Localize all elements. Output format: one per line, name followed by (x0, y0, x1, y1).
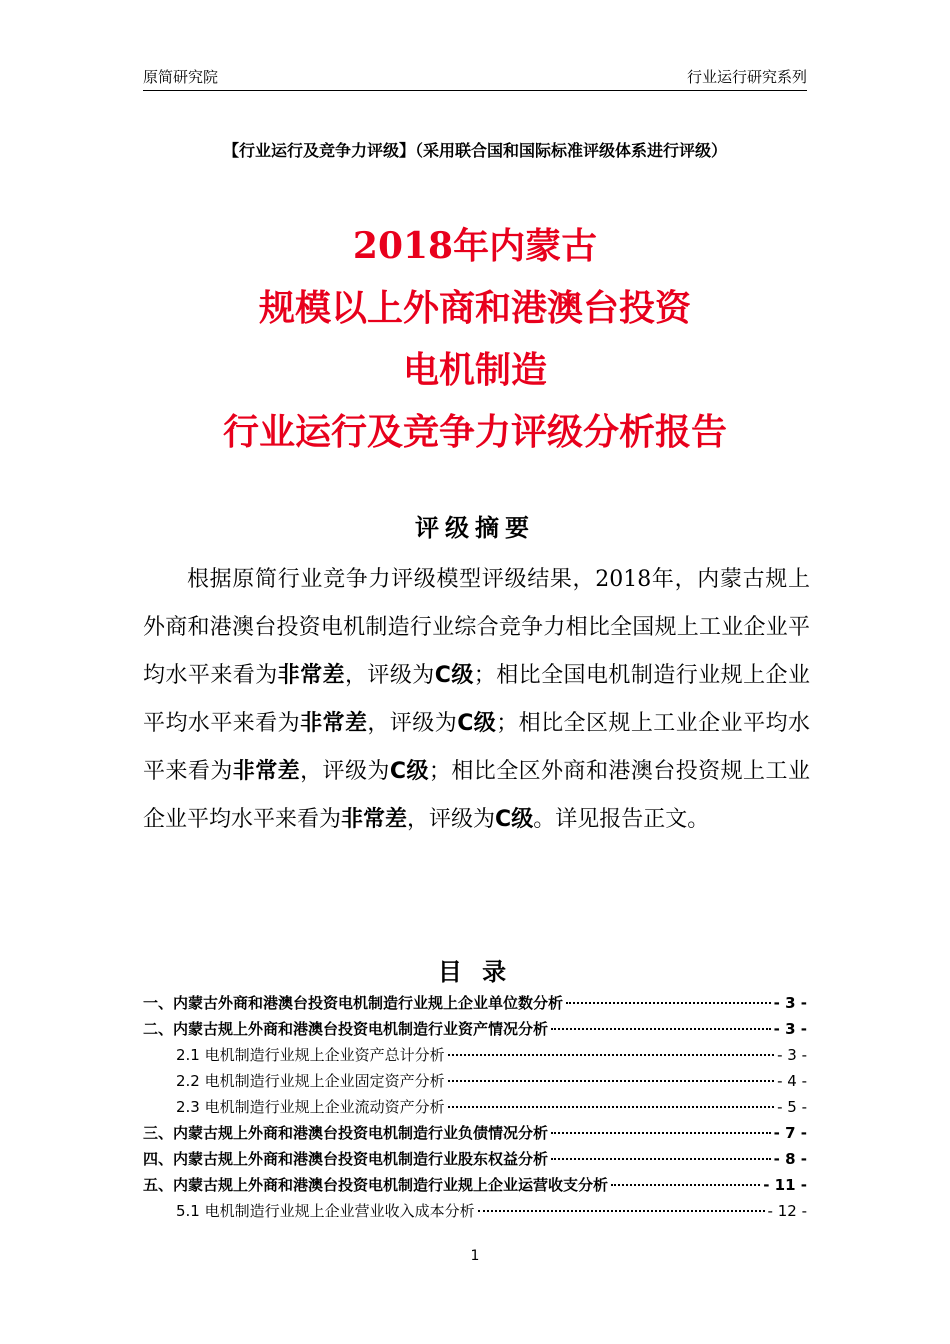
toc-entry-title: 5.1 电机制造行业规上企业营业收入成本分析 (176, 1202, 475, 1220)
toc-entry-title: 五、内蒙古规上外商和港澳台投资电机制造行业规上企业运营收支分析 (143, 1176, 609, 1194)
toc-dot-leader (551, 1158, 771, 1160)
summary-emphasis: C级 (389, 759, 429, 784)
toc-entry[interactable] (143, 992, 807, 1018)
rating-tagline: 【行业运行及竞争力评级】（采用联合国和国际标准评级体系进行评级） (222, 141, 727, 160)
summary-text: ，评级为 (367, 711, 458, 736)
header-series-name: 行业运行研究系列 (686, 68, 807, 86)
toc-entry-title: 2.2 电机制造行业规上企业固定资产分析 (176, 1072, 445, 1090)
toc-entry-page: - 3 - (773, 994, 807, 1012)
toc-entry[interactable] (143, 1200, 807, 1226)
table-of-contents (143, 992, 807, 1226)
toc-dot-leader (551, 1028, 771, 1030)
toc-entry-page: - 3 - (773, 1020, 807, 1038)
toc-entry-title: 四、内蒙古规上外商和港澳台投资电机制造行业股东权益分析 (143, 1150, 549, 1168)
toc-entry-title: 二、内蒙古规上外商和港澳台投资电机制造行业资产情况分析 (143, 1020, 549, 1038)
summary-paragraph (143, 556, 810, 844)
toc-heading: 目 录 (437, 957, 513, 986)
summary-text: 根据原简行业竞争力评级模型评级结果，2018年，内蒙古规上外商和港澳台投资电机制造行业综合竞争力相比全国规上工业企业平均水平来看为 (143, 567, 810, 688)
toc-entry-page: - 7 - (773, 1124, 807, 1142)
toc-entry-page: - 3 - (777, 1046, 807, 1064)
summary-text: ；相比全国电机制造行业规上企业平均水平来看为 (143, 663, 810, 736)
toc-dot-leader (448, 1054, 774, 1056)
toc-dot-leader (448, 1080, 774, 1082)
summary-text: ；相比全区规上工业企业平均水平来看为 (143, 711, 810, 784)
header-org-name: 原简研究院 (143, 68, 219, 86)
summary-text: ，评级为 (300, 759, 390, 784)
report-title (100, 215, 850, 463)
toc-dot-leader (566, 1002, 771, 1004)
summary-emphasis: C级 (457, 711, 497, 736)
toc-entry[interactable] (143, 1018, 807, 1044)
toc-entry[interactable] (143, 1122, 807, 1148)
toc-entry[interactable] (143, 1096, 807, 1122)
summary-emphasis: 非常差 (232, 759, 301, 784)
toc-entry-page: - 11 - (763, 1176, 807, 1194)
toc-entry-page: - 5 - (777, 1098, 807, 1116)
toc-dot-leader (478, 1210, 765, 1212)
title-line-2: 规模以上外商和港澳台投资 (258, 287, 691, 329)
toc-dot-leader (448, 1106, 774, 1108)
toc-entry-page: - 12 - (767, 1202, 807, 1220)
summary-emphasis: 非常差 (341, 807, 408, 832)
page-number: 1 (470, 1248, 480, 1264)
summary-body (143, 556, 810, 844)
summary-text: ，评级为 (344, 663, 435, 688)
summary-emphasis: C级 (495, 807, 534, 832)
summary-heading: 评级摘要 (415, 513, 535, 542)
summary-emphasis: 非常差 (300, 711, 368, 736)
title-line-4: 行业运行及竞争力评级分析报告 (222, 411, 727, 453)
toc-dot-leader (611, 1184, 760, 1186)
toc-entry-title: 2.3 电机制造行业规上企业流动资产分析 (176, 1098, 445, 1116)
summary-text: ；相比全区外商和港澳台投资规上工业企业平均水平来看为 (143, 759, 810, 832)
toc-entry-page: - 8 - (773, 1150, 807, 1168)
toc-entry[interactable] (143, 1148, 807, 1174)
header-divider (143, 90, 807, 91)
summary-text: 。详见报告正文。 (533, 807, 710, 832)
title-line-1: 2018年内蒙古 (352, 225, 598, 267)
title-line-3: 电机制造 (402, 349, 547, 391)
toc-dot-leader (551, 1132, 771, 1134)
toc-entry[interactable] (143, 1070, 807, 1096)
summary-text: ，评级为 (407, 807, 496, 832)
toc-entry[interactable] (143, 1174, 807, 1200)
toc-entry-title: 2.1 电机制造行业规上企业资产总计分析 (176, 1046, 445, 1064)
toc-entry-page: - 4 - (777, 1072, 807, 1090)
toc-entry-title: 一、内蒙古外商和港澳台投资电机制造行业规上企业单位数分析 (143, 994, 564, 1012)
toc-entry-title: 三、内蒙古规上外商和港澳台投资电机制造行业负债情况分析 (143, 1124, 549, 1142)
toc-entry[interactable] (143, 1044, 807, 1070)
summary-emphasis: C级 (434, 663, 474, 688)
summary-emphasis: 非常差 (277, 663, 345, 688)
